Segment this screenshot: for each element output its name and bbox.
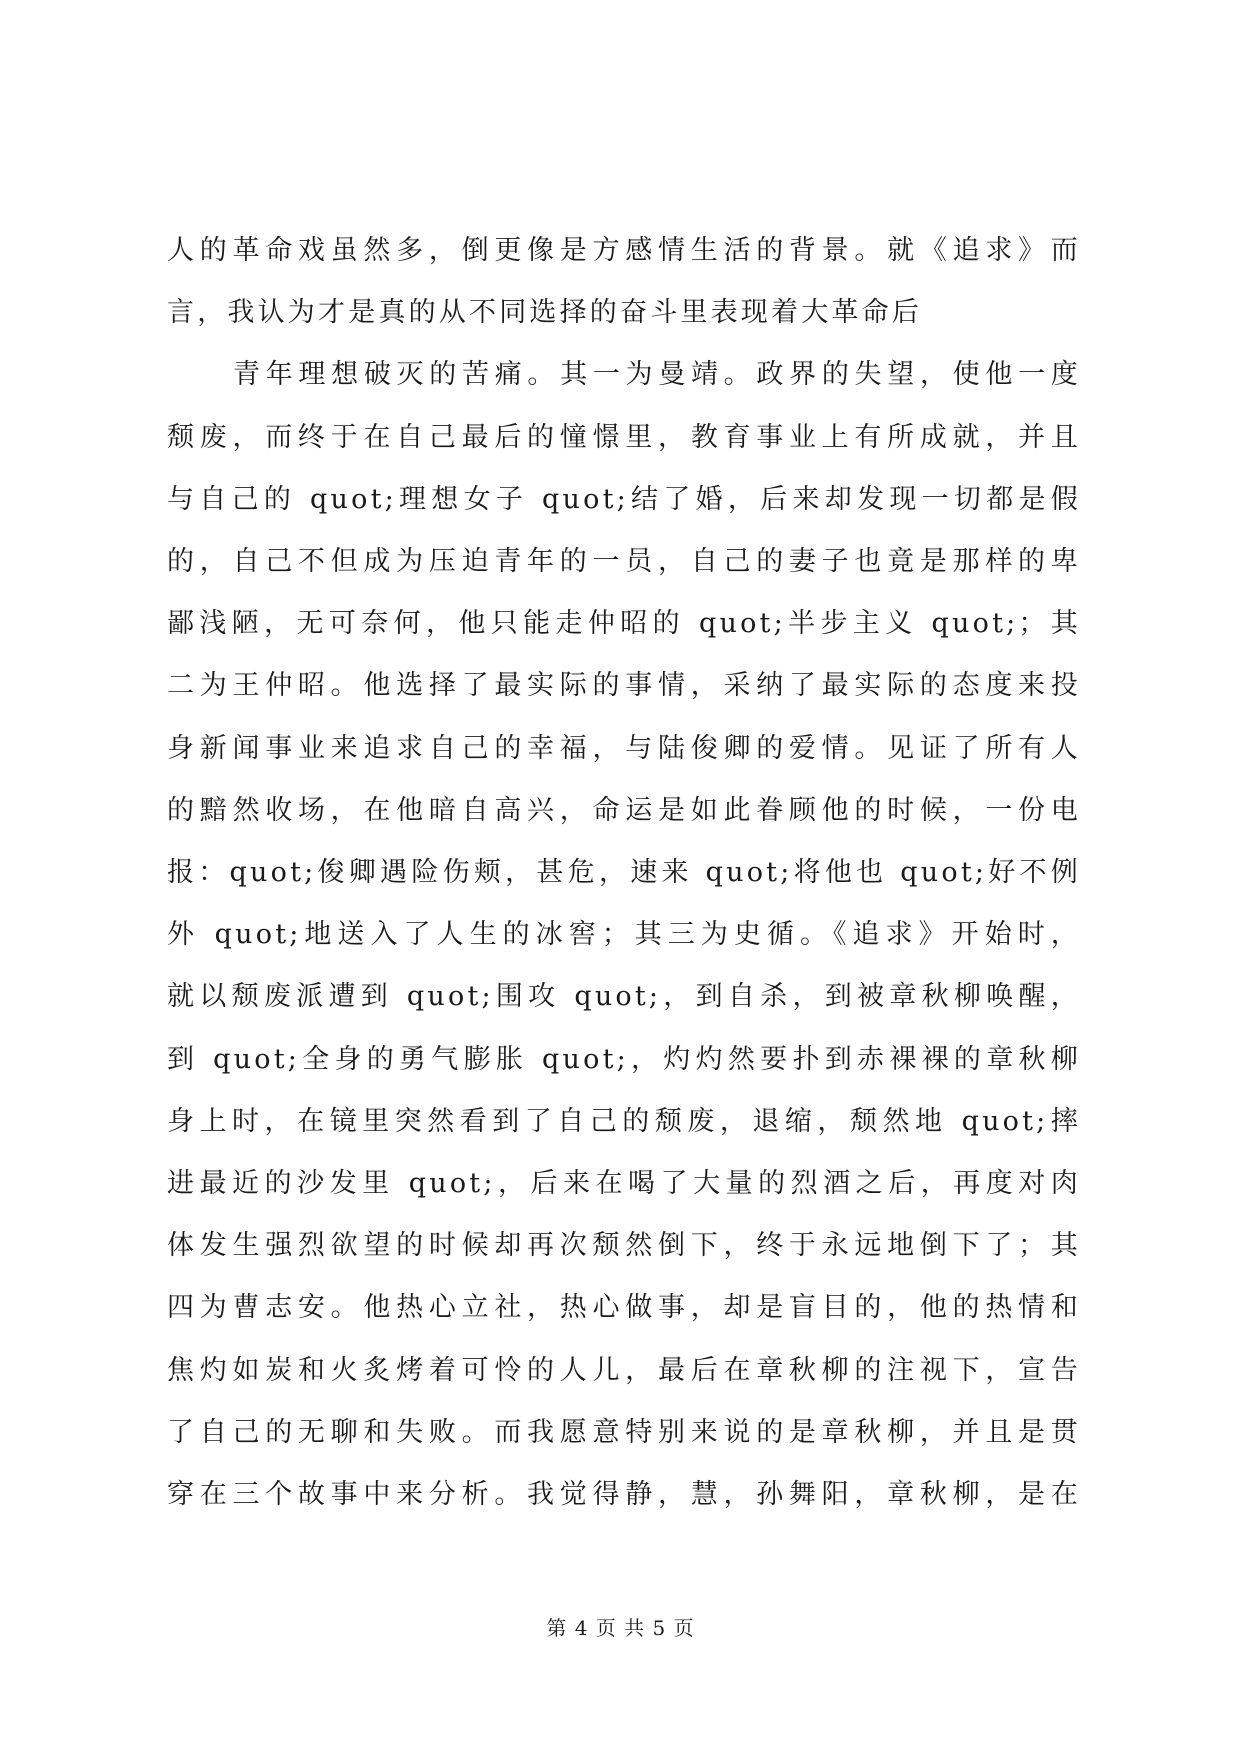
text-line: 身上时，在镜里突然看到了自己的颓废，退缩，颓然地 quot;摔 bbox=[167, 1105, 1081, 1137]
text-line: 报：quot;俊卿遇险伤颊，甚危，速来 quot;将他也 quot;好不例 bbox=[167, 857, 1081, 889]
text-line: 了自己的无聊和失败。而我愿意特别来说的是章秋柳，并且是贯 bbox=[167, 1416, 1081, 1448]
page-number-footer: 第 4 页 共 5 页 bbox=[546, 1616, 695, 1640]
text-line: 体发生强烈欲望的时候却再次颓然倒下，终于永远地倒下了；其 bbox=[167, 1230, 1081, 1262]
body-text bbox=[167, 220, 1081, 1526]
text-line: 颓废，而终于在自己最后的憧憬里，教育事业上有所成就，并且 bbox=[167, 421, 1081, 453]
text-line: 到 quot;全身的勇气膨胀 quot;，灼灼然要扑到赤裸裸的章秋柳 bbox=[167, 1043, 1081, 1075]
text-line: 外 quot;地送入了人生的冰窖；其三为史循。《追求》开始时， bbox=[167, 919, 1081, 951]
text-line: 人的革命戏虽然多，倒更像是方感情生活的背景。就《追求》而 bbox=[167, 235, 1081, 266]
text-line: 与自己的 quot;理想女子 quot;结了婚，后来却发现一切都是假 bbox=[167, 483, 1081, 515]
text-line: 言，我认为才是真的从不同选择的奋斗里表现着大革命后 bbox=[167, 297, 922, 329]
text-line: 青年理想破灭的苦痛。其一为曼靖。政界的失望，使他一度 bbox=[233, 359, 1081, 391]
text-line: 的黯然收场，在他暗自高兴，命运是如此眷顾他的时候，一份电 bbox=[167, 794, 1081, 826]
text-line: 四为曹志安。他热心立社，热心做事，却是盲目的，他的热情和 bbox=[167, 1292, 1081, 1324]
text-line: 穿在三个故事中来分析。我觉得静，慧，孙舞阳，章秋柳，是在 bbox=[167, 1479, 1081, 1511]
text-line: 就以颓废派遭到 quot;围攻 quot;，到自杀，到被章秋柳唤醒， bbox=[167, 981, 1081, 1013]
text-line: 身新闻事业来追求自己的幸福，与陆俊卿的爱情。见证了所有人 bbox=[167, 732, 1081, 764]
text-line: 焦灼如炭和火炙烤着可怜的人儿，最后在章秋柳的注视下，宣告 bbox=[167, 1354, 1081, 1386]
text-line: 进最近的沙发里 quot;，后来在喝了大量的烈酒之后，再度对肉 bbox=[167, 1168, 1081, 1200]
text-line: 的，自己不但成为压迫青年的一员，自己的妻子也竟是那样的卑 bbox=[167, 546, 1081, 578]
text-line: 二为王仲昭。他选择了最实际的事情，采纳了最实际的态度来投 bbox=[167, 670, 1081, 702]
text-line: 鄙浅陋，无可奈何，他只能走仲昭的 quot;半步主义 quot;；其 bbox=[167, 608, 1081, 640]
